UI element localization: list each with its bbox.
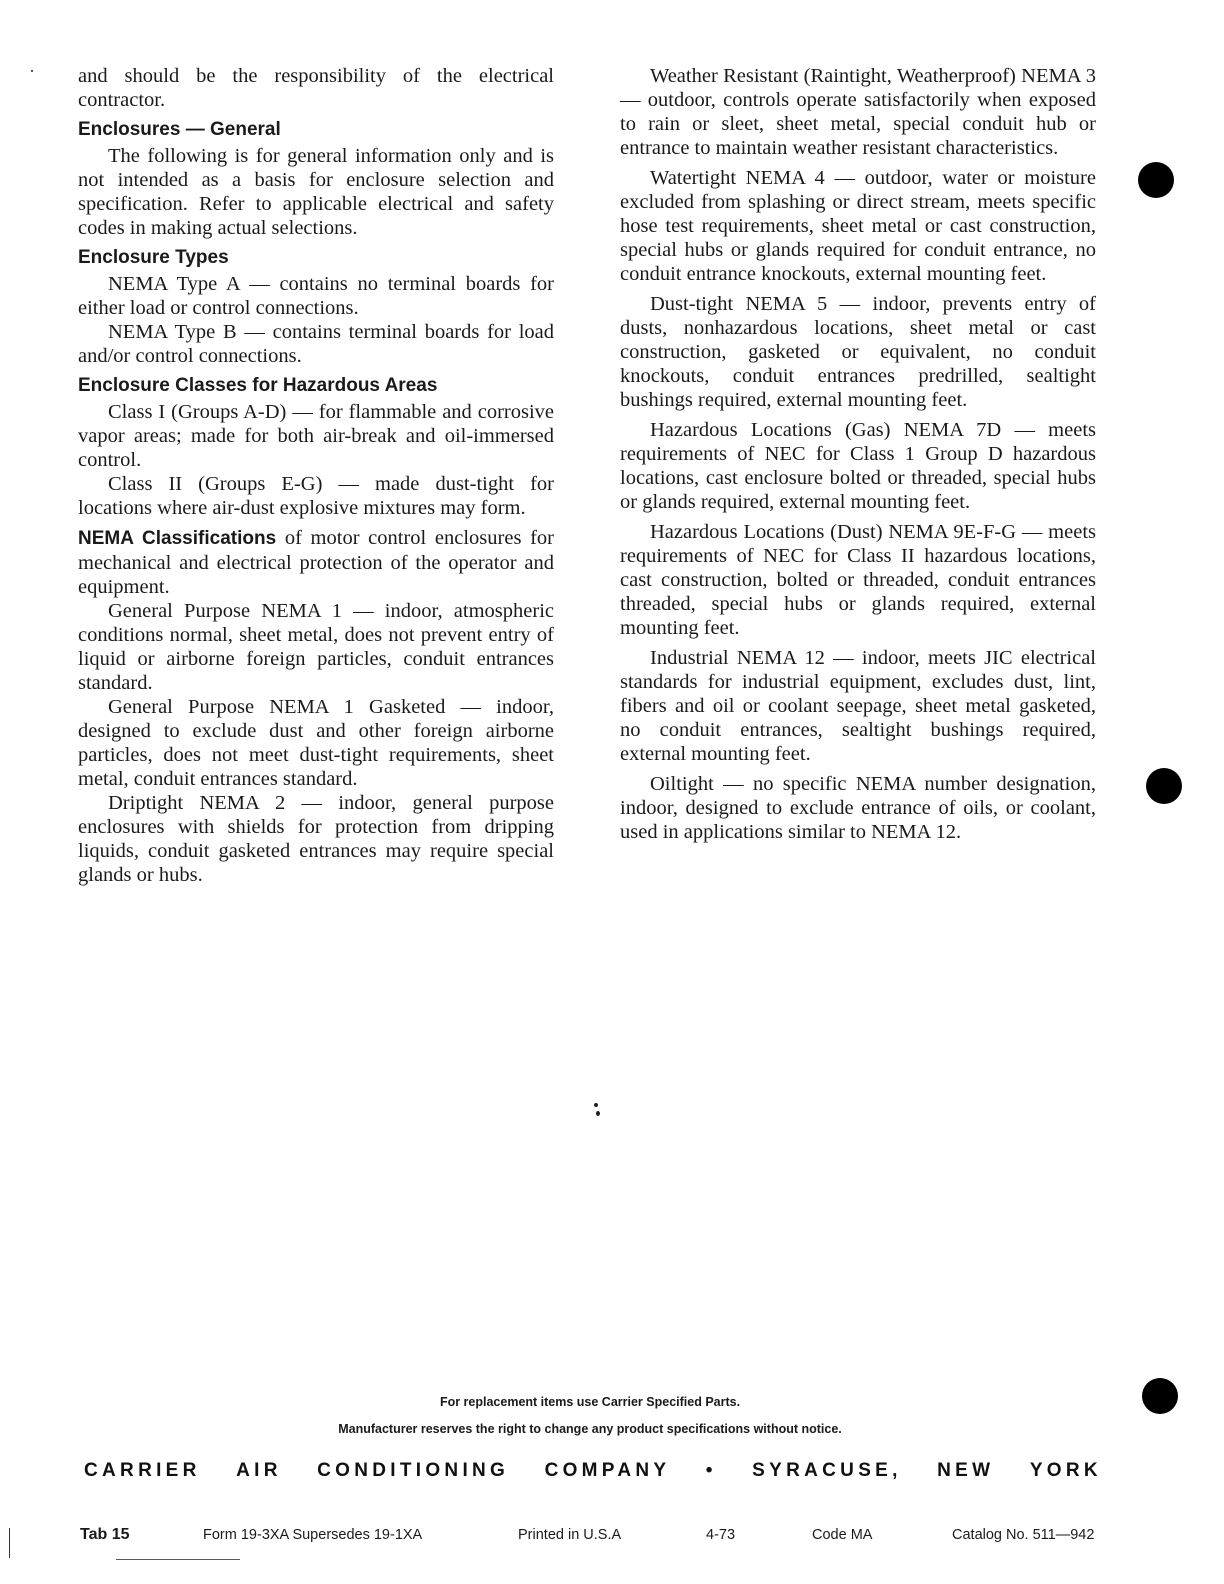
replacement-parts-note: For replacement items use Carrier Specified Parts. bbox=[439, 1395, 741, 1409]
paragraph-oiltight: Oiltight — no specific NEMA number designation, indoor, designed to exclude entrance of oils, or coolant, used in applications similar to NEMA 12. bbox=[620, 773, 1096, 843]
paragraph-nema-classifications bbox=[78, 526, 554, 599]
heading-enclosure-types: Enclosure Types bbox=[78, 247, 229, 268]
tab-label: Tab 15 bbox=[80, 1526, 130, 1543]
company-word: YORK bbox=[1029, 1460, 1102, 1481]
intro-paragraph: and should be the responsibility of the electrical contractor. bbox=[78, 65, 554, 111]
heading-hazardous-classes: Enclosure Classes for Hazardous Areas bbox=[78, 375, 438, 396]
paragraph-class-2: Class II (Groups E-G) — made dust-tight for locations where air-dust explosive mixtures may form. bbox=[78, 473, 554, 519]
binder-hole-top bbox=[1138, 162, 1174, 198]
paragraph-nema-7d: Hazardous Locations (Gas) NEMA 7D — meets requirements of NEC for Class 1 Group D hazardous locations, cast enclosure bolted or threaded, special hubs or glands required, external mounting feet. bbox=[620, 419, 1096, 513]
bullet-separator: • bbox=[705, 1460, 717, 1481]
company-word: COMPANY bbox=[544, 1460, 671, 1481]
paragraph-nema-5: Dust-tight NEMA 5 — indoor, prevents entry of dusts, nonhazardous locations, sheet metal or cast construction, gasketed or equivalent, no conduit knockouts, conduit entrances predrilled, sealtight bushings required, external mounting feet. bbox=[620, 293, 1096, 411]
scan-speck bbox=[594, 1103, 598, 1107]
paragraph-general-info: The following is for general information only and is not intended as a basis for enclosure selection and specification. Refer to applicable electrical and safety codes in making actual selections. bbox=[78, 145, 554, 239]
paragraph-nema-12: Industrial NEMA 12 — indoor, meets JIC electrical standards for industrial equipment, excludes dust, lint, fibers and oil or coolant seepage, sheet metal gasketed, no conduit entrances, sealtight bushings required, external mounting feet. bbox=[620, 647, 1096, 765]
paragraph-nema-2: Driptight NEMA 2 — indoor, general purpose enclosures with shields for protection from dripping liquids, conduit gasketed entrances may require special glands or hubs. bbox=[78, 792, 554, 886]
tab-underline bbox=[116, 1559, 240, 1560]
paragraph-nema-4: Watertight NEMA 4 — outdoor, water or moisture excluded from splashing or direct stream, meets specific hose test requirements, sheet metal or cast construction, special hubs or glands required for conduit entrance, no conduit entrance knockouts, external mounting feet. bbox=[620, 167, 1096, 285]
company-word: CONDITIONING bbox=[317, 1460, 510, 1481]
code-label: Code MA bbox=[812, 1527, 873, 1543]
scan-speck bbox=[31, 70, 33, 72]
paragraph-nema-9: Hazardous Locations (Dust) NEMA 9E-F-G — meets requirements of NEC for Class II hazardous locations, cast construction, bolted or threaded, conduit entrances threaded, special hubs or glands required, external mounting feet. bbox=[620, 521, 1096, 639]
paragraph-nema-1: General Purpose NEMA 1 — indoor, atmospheric conditions normal, sheet metal, does not prevent entry of liquid or airborne foreign particles, conduit entrances standard. bbox=[78, 600, 554, 694]
catalog-number: Catalog No. 511—942 bbox=[952, 1527, 1095, 1543]
printed-in: Printed in U.S.A bbox=[518, 1527, 622, 1543]
binder-hole-middle bbox=[1146, 768, 1182, 804]
nema-classifications-lead: NEMA Classifications bbox=[78, 528, 277, 549]
specifications-notice: Manufacturer reserves the right to change any product specifications without notice. bbox=[338, 1422, 842, 1436]
publication-info-line bbox=[0, 1527, 1224, 1551]
company-word: SYRACUSE, bbox=[752, 1460, 902, 1481]
paragraph-type-a: NEMA Type A — contains no terminal boards for either load or control connections. bbox=[78, 273, 554, 319]
company-word: CARRIER bbox=[84, 1460, 201, 1481]
paragraph-type-b: NEMA Type B — contains terminal boards for load and/or control connections. bbox=[78, 321, 554, 367]
company-word: NEW bbox=[937, 1460, 995, 1481]
paragraph-nema-3: Weather Resistant (Raintight, Weatherproof) NEMA 3 — outdoor, controls operate satisfactorily when exposed to rain or sleet, sheet metal, special conduit hub or entrance to maintain weather resistant characteristics. bbox=[620, 65, 1096, 159]
print-date: 4-73 bbox=[706, 1527, 736, 1543]
nema-classifications-text: of motor control enclosures for mechanical and electrical protection of the operator and equipment. bbox=[78, 527, 554, 598]
heading-enclosures-general: Enclosures — General bbox=[78, 119, 281, 140]
company-word: AIR bbox=[236, 1460, 282, 1481]
left-column bbox=[78, 64, 554, 887]
scan-speck bbox=[596, 1111, 600, 1116]
company-banner bbox=[84, 1460, 1102, 1482]
right-column bbox=[620, 64, 1096, 844]
paragraph-class-1: Class I (Groups A-D) — for flammable and corrosive vapor areas; made for both air-break and oil-immersed control. bbox=[78, 401, 554, 471]
paragraph-nema-1-gasketed: General Purpose NEMA 1 Gasketed — indoor, designed to exclude dust and other foreign airborne particles, does not meet dust-tight requirements, sheet metal, conduit entrances standard. bbox=[78, 696, 554, 790]
form-number: Form 19-3XA Supersedes 19-1XA bbox=[203, 1527, 423, 1543]
